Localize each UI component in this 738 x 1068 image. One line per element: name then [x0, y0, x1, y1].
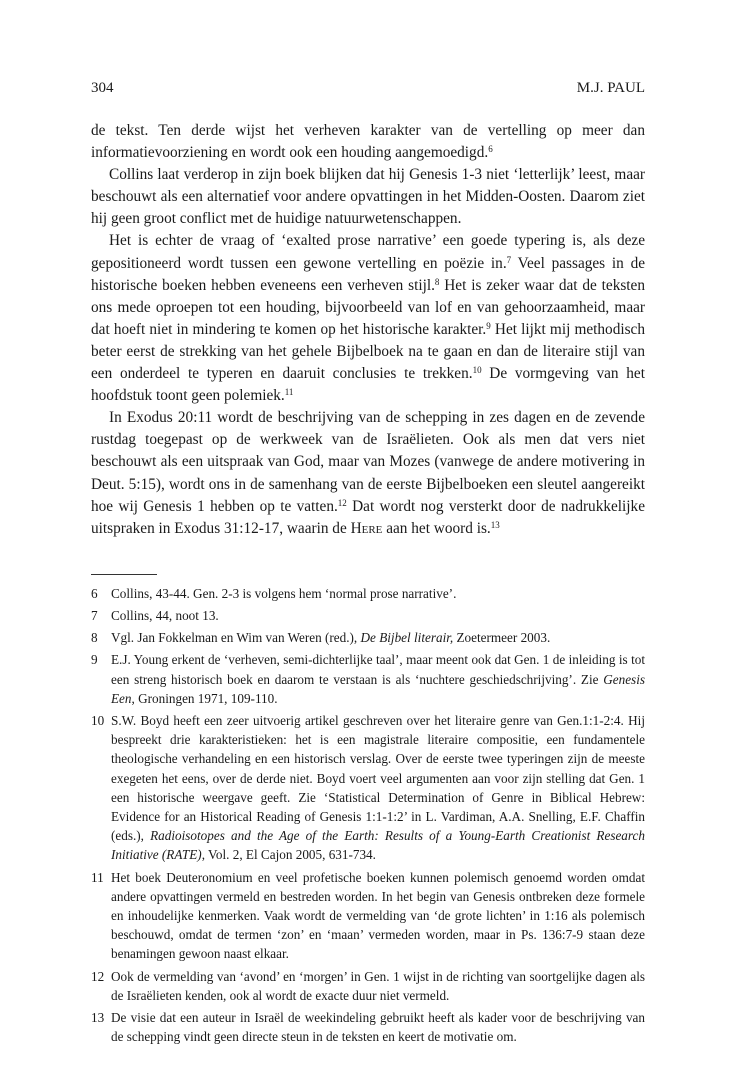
paragraph-3-text-c: Het is zeker waar dat de teksten ons mede oproepen tot een houding, bijvoorbeeld van lof en van gehoorzaamheid, maar dat hoeft niet in mindering te komen op het historische karakter. [91, 276, 645, 338]
footnote-number: 7 [91, 607, 98, 623]
footnote-ref-6[interactable]: 6 [488, 144, 493, 155]
paragraph-3-text-b: Veel passages in de historische boeken hebben eveneens een verheven stijl. [91, 254, 646, 294]
footnote-13 [91, 1008, 645, 1046]
footnote-text: Ook de vermelding van ‘avond’ en ‘morgen’ in Gen. 1 wijst in de richting van soortgelijke dagen als de Israëlieten kenden, ook al wordt de exacte duur niet vermeld. [111, 968, 645, 1003]
footnote-text-a: S.W. Boyd heeft een zeer uitvoerig artikel geschreven over het literaire genre van Gen.1:1-2:4. Hij bespreekt drie karakteristieken: het is een magistrale literaire compositie, een fundamentele theologische verhandeling en een historisch verslag. Over de eerste twee typeringen zijn de meeste exegeten het eens, over de derde niet. Boyd voert veel argumenten aan voor zijn stelling dat Gen. 1 een historische weergave geeft. Zie ‘Statistical Determination of Genre in Biblical Hebrew: Evidence for an Historical Reading of Genesis 1:1-1:2’ in L. Vardiman, A.A. Snelling, E.F. Chaffin (eds.), [111, 713, 645, 844]
paragraph-4-text-a: In Exodus 20:11 wordt de beschrijving van de schepping in zes dagen en de zevende rustdag toegepast op de werkweek van de Israëlieten. Ook als men dat vers niet beschouwt als een uitspraak van God, maar van Mozes (vanwege de andere motivering in Deut. 5:15), wordt ons in de samenhang van de eerste Bijbelboeken een sleutel aangereikt hoe wij Genesis 1 hebben op te vatten. [91, 409, 645, 515]
paragraph-3-text-a: Het is echter de vraag of ‘exalted prose narrative’ een goede typering is, als deze gepositioneerd wordt tussen een gewone vertelling en poëzie in. [91, 232, 645, 272]
footnote-9 [91, 650, 645, 708]
footnote-text-b: , Groningen 1971, 109-110. [131, 690, 278, 706]
paragraph-1 [91, 120, 645, 164]
footnote-12 [91, 967, 645, 1005]
footnote-number: 10 [91, 713, 105, 728]
footnote-ref-10[interactable]: 10 [472, 365, 482, 376]
footnote-text: Collins, 43-44. Gen. 2-3 is volgens hem ‘normal prose narrative’. [111, 585, 457, 601]
footnote-title: Radioisotopes and the Age of the Earth: Results of a Young-Earth Creationist Research Initiative (RATE) [111, 828, 645, 863]
footnote-text-a: E.J. Young erkent de ‘verheven, semi-dichterlijke taal’, maar meent ook dat Gen. 1 de inleiding is tot een streng historisch boek en daarom te verstaan is als ‘nuchtere geschiedschrijving’. Zie [111, 652, 645, 687]
footnote-number: 12 [91, 968, 105, 984]
paragraph-2: Collins laat verderop in zijn boek blijken dat hij Genesis 1-3 niet ‘letterlijk’ leest, maar beschouwt als een alternatief voor andere opvattingen in het Midden-Oosten. Daarom ziet hij geen groot conflict met de huidige natuurwetenschappen. [91, 166, 645, 228]
paragraph-4-text-b: Dat wordt nog versterkt door de nadrukkelijke uitspraken in Exodus 31:12-17, waarin de [91, 497, 645, 537]
page [91, 78, 645, 1049]
footnote-ref-9[interactable]: 9 [486, 320, 491, 331]
footnote-text-a: Vgl. Jan Fokkelman en Wim van Weren (red.), [111, 630, 361, 646]
footnote-10 [91, 711, 645, 865]
footnote-text: De visie dat een auteur in Israël de weekindeling gebruikt heeft als kader voor de beschrijving van de schepping vindt geen directe steun in de teksten en keert de motivatie om. [111, 1010, 645, 1045]
footnote-number: 13 [91, 1010, 105, 1026]
footnote-ref-7[interactable]: 7 [506, 254, 512, 265]
footnote-text [111, 711, 645, 865]
paragraph-4 [91, 407, 645, 540]
paragraph-3-text-d: Het lijkt mij methodisch beter eerst de strekking van het gehele Bijbelboek na te gaan en dan de literaire stijl van een onderdeel te typeren en daaruit conclusies te trekken. [91, 320, 645, 383]
footnote-ref-13[interactable]: 13 [490, 519, 500, 530]
footnote-divider [91, 574, 157, 575]
footnote-text: Het boek Deuteronomium en veel profetische boeken kunnen polemisch genoemd worden omdat andere opvattingen vermeld en bestreden worden. In het begin van Genesis ontbreken deze formele en inhoudelijke kenmerken. Vaak wordt de vermelding van ‘de grote lichten’ in 1:16 als polemisch beschouwd, omdat de termen ‘zon’ en ‘maan’ vermeden worden, maar in Ps. 136:7-9 staan deze benamingen gewoon naast elkaar. [111, 869, 645, 962]
footnote-number: 8 [91, 630, 98, 646]
paragraph-3-text-e: De vormgeving van het hoofdstuk toont geen polemiek. [91, 365, 645, 405]
footnote-7 [91, 606, 645, 625]
running-header [91, 78, 645, 98]
footnote-text-b: Zoetermeer 2003. [453, 630, 551, 646]
page-number: 304 [91, 80, 114, 96]
footnote-number: 6 [91, 585, 98, 601]
footnotes [91, 584, 645, 1047]
footnote-title: Genesis Een [111, 671, 645, 706]
footnote-6 [91, 584, 645, 603]
running-head-author: M.J. PAUL [576, 80, 645, 96]
footnote-text [111, 628, 645, 647]
footnote-number: 11 [91, 869, 104, 885]
footnote-text [111, 650, 645, 708]
footnote-ref-8[interactable]: 8 [434, 276, 440, 287]
footnote-text: Collins, 44, noot 13. [111, 607, 219, 623]
footnote-ref-12[interactable]: 12 [337, 497, 347, 508]
main-text [91, 120, 645, 540]
paragraph-1-text: de tekst. Ten derde wijst het verheven karakter van de vertelling op meer dan informatievoorziening en wordt ook een houding aangemoedigd. [91, 122, 645, 162]
footnote-11 [91, 868, 645, 964]
divine-name-here: Here [350, 519, 383, 537]
footnote-title: De Bijbel literair, [360, 630, 454, 646]
paragraph-4-text-c: aan het woord is. [382, 519, 491, 537]
footnote-ref-11[interactable]: 11 [284, 387, 294, 398]
footnote-text-b: , Vol. 2, El Cajon 2005, 631-734. [201, 847, 376, 863]
paragraph-3 [91, 230, 645, 407]
footnote-8 [91, 628, 645, 647]
footnote-number: 9 [91, 652, 98, 668]
